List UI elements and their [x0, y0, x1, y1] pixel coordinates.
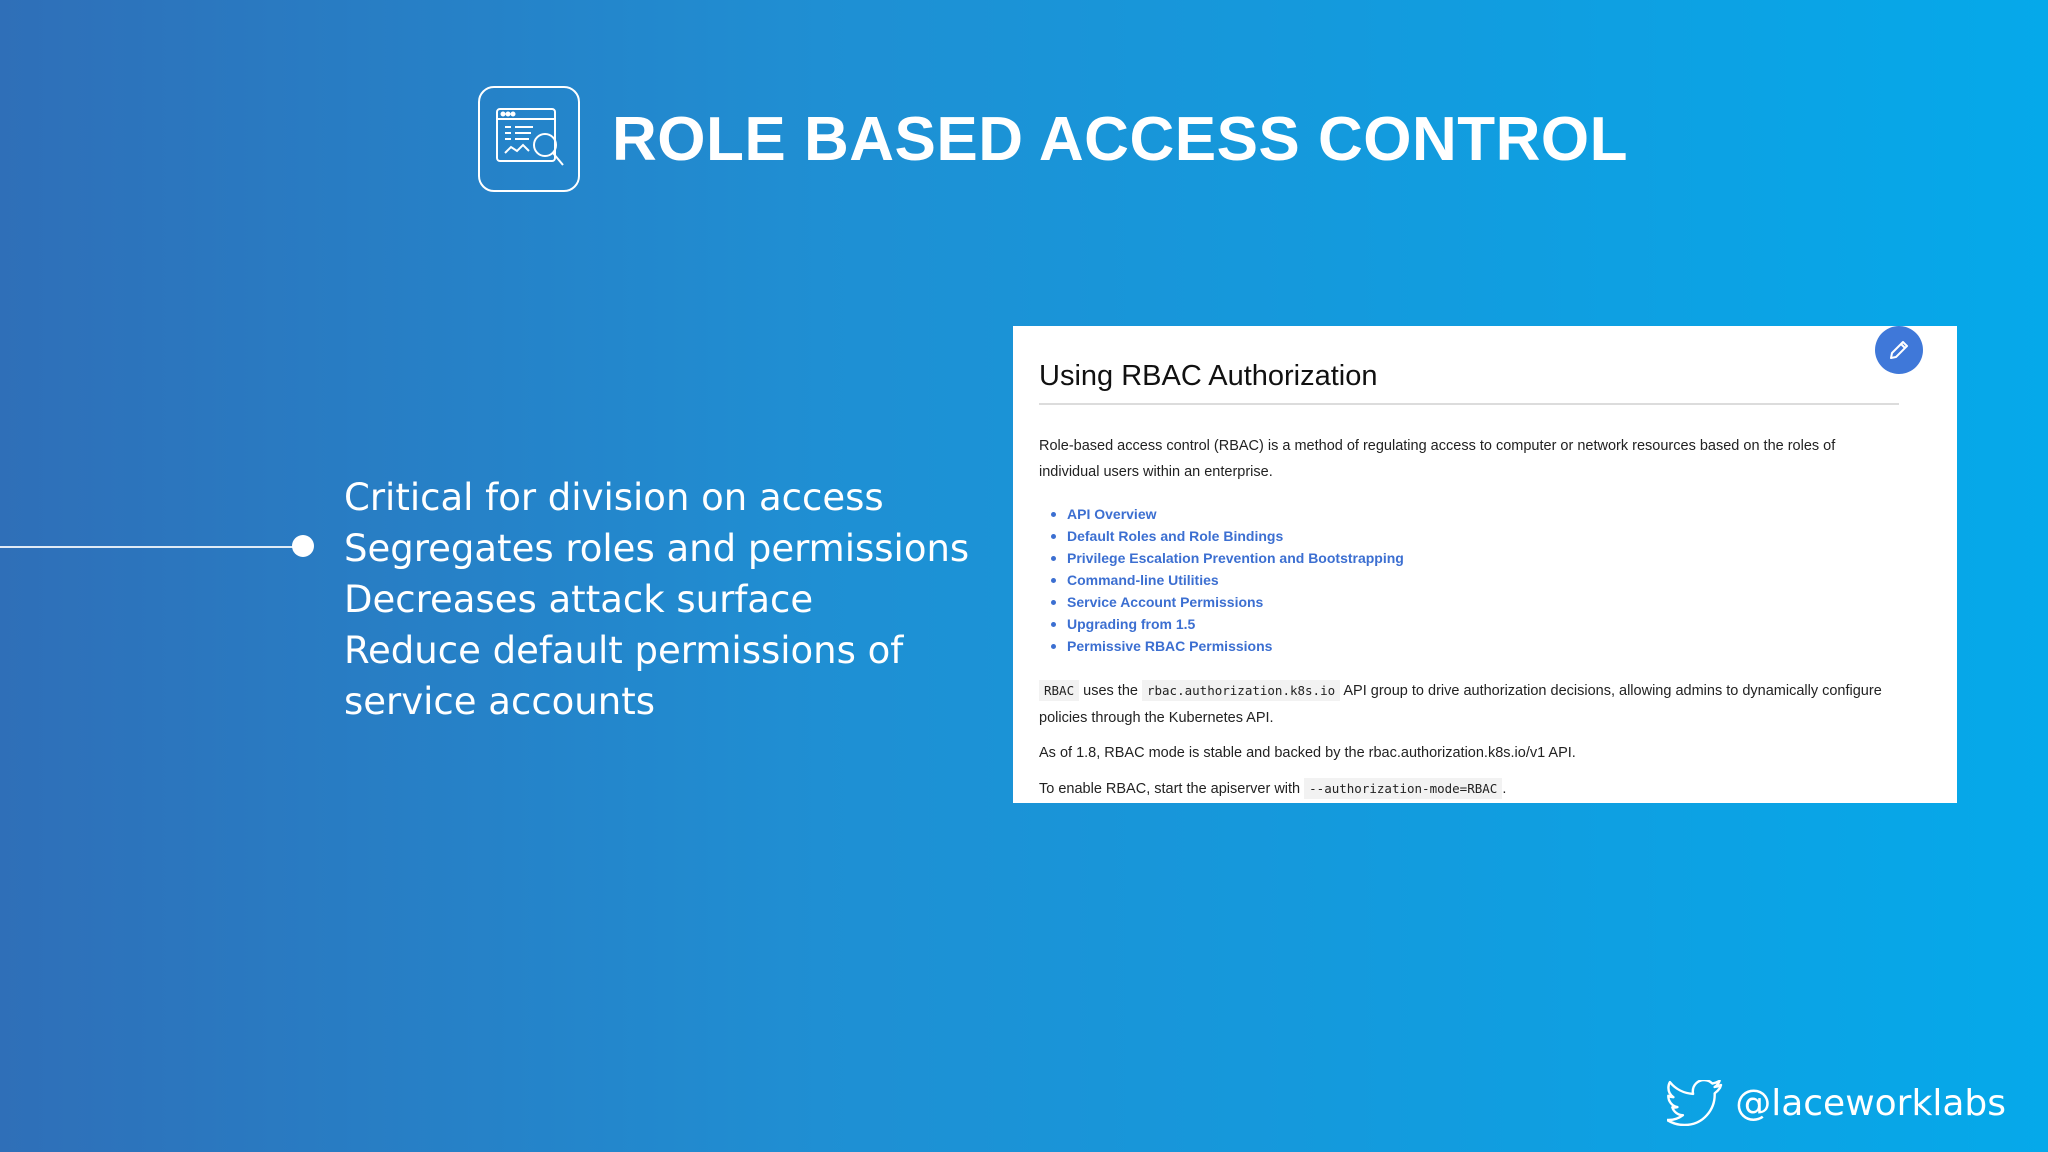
connector-line	[0, 546, 298, 548]
card-paragraph-version: As of 1.8, RBAC mode is stable and backed by the rbac.authorization.k8s.io/v1 API.	[1039, 745, 1576, 761]
slide-title: ROLE BASED ACCESS CONTROL	[612, 104, 1629, 174]
card-link-list	[1039, 503, 1899, 657]
code-api-group: rbac.authorization.k8s.io	[1142, 680, 1340, 701]
bullet-item: Reduce default permissions of service accounts	[344, 629, 904, 723]
doc-link[interactable]: API Overview	[1051, 503, 1899, 525]
code-flag: --authorization-mode=RBAC	[1304, 778, 1502, 799]
document-analytics-icon	[478, 86, 580, 192]
slide-header	[478, 84, 1628, 194]
text-segment: .	[1502, 781, 1507, 797]
doc-link[interactable]: Privilege Escalation Prevention and Bootstrapping	[1051, 547, 1899, 569]
bullet-list	[344, 472, 1014, 727]
card-intro: Role-based access control (RBAC) is a method of regulating access to computer or network resources based on the roles of individual users within an enterprise.	[1039, 438, 1836, 480]
edit-button[interactable]	[1875, 326, 1923, 374]
doc-link[interactable]: Command-line Utilities	[1051, 569, 1899, 591]
rbac-doc-screenshot	[1013, 326, 1957, 803]
text-segment: API group to drive authorization decisions, allowing admins to dynamically configure policies through the Kubernetes API.	[1039, 683, 1882, 726]
text-segment: uses the	[1079, 683, 1142, 699]
card-paragraph-rbac-api	[1039, 677, 1899, 732]
code-rbac: RBAC	[1039, 680, 1079, 701]
twitter-icon	[1667, 1080, 1723, 1126]
doc-link[interactable]: Upgrading from 1.5	[1051, 613, 1899, 635]
bullet-item: Critical for division on access	[344, 476, 884, 519]
bullet-item: Segregates roles and permissions	[344, 527, 970, 570]
pencil-icon	[1887, 338, 1911, 362]
doc-link[interactable]: Permissive RBAC Permissions	[1051, 635, 1899, 657]
card-title: Using RBAC Authorization	[1039, 348, 1899, 405]
card-paragraph-enable	[1039, 775, 1899, 803]
twitter-handle: @laceworklabs	[1735, 1082, 2006, 1124]
twitter-handle-badge	[1667, 1078, 2006, 1128]
bullet-item: Decreases attack surface	[344, 578, 814, 621]
doc-link[interactable]: Service Account Permissions	[1051, 591, 1899, 613]
text-segment: To enable RBAC, start the apiserver with	[1039, 781, 1305, 797]
doc-link[interactable]: Default Roles and Role Bindings	[1051, 525, 1899, 547]
connector-dot	[292, 535, 314, 557]
